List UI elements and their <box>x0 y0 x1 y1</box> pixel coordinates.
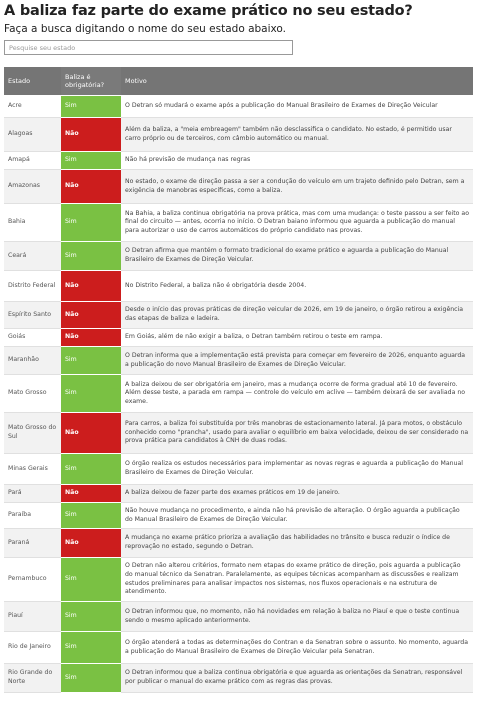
cell-baliza-status: Sim <box>61 242 121 271</box>
cell-estado: Pará <box>4 485 61 503</box>
cell-estado: Acre <box>4 96 61 118</box>
table-row <box>4 485 473 503</box>
cell-estado: Paraíba <box>4 503 61 529</box>
cell-estado: Maranhão <box>4 347 61 375</box>
column-header-estado[interactable]: Estado <box>4 67 61 96</box>
table-row <box>4 329 473 347</box>
cell-motivo: A baliza deixou de ser obrigatória em janeiro, mas a mudança ocorre de forma gradual até 10 de fevereiro. Além desse teste, a parada em rampa — controle do veículo em aclive — também deixará de ser avaliada no exame. <box>121 375 473 413</box>
table-row <box>4 347 473 375</box>
table-row <box>4 602 473 632</box>
cell-estado: Mato Grosso do Sul <box>4 413 61 454</box>
cell-motivo: Desde o início das provas práticas de direção veicular de 2026, em 19 de janeiro, o órgão retirou a exigência das etapas de baliza e ladeira. <box>121 302 473 329</box>
cell-motivo: No estado, o exame de direção passa a ser a condução do veículo em um trajeto definido pelo Detran, sem a exigência de manobras específicas, como a baliza. <box>121 170 473 204</box>
cell-estado: Alagoas <box>4 118 61 152</box>
cell-baliza-status: Não <box>61 485 121 503</box>
cell-baliza-status: Sim <box>61 602 121 632</box>
cell-motivo: O Detran não alterou critérios, formato nem etapas do exame prático de direção, pois aguarda a publicação do manual técnico da Senatran. Paralelamente, as equipes técnicas acompanham as discussões e realizam estudos preliminares para analisar impactos nos sistemas, nos fluxos operacionais e na estrutura de atendimento. <box>121 558 473 602</box>
cell-baliza-status: Sim <box>61 454 121 485</box>
states-table <box>4 67 473 693</box>
cell-estado: Ceará <box>4 242 61 271</box>
table-row <box>4 529 473 558</box>
cell-baliza-status: Não <box>61 271 121 302</box>
table-row <box>4 503 473 529</box>
table-body <box>4 96 473 693</box>
table-row <box>4 558 473 602</box>
cell-estado: Goiás <box>4 329 61 347</box>
cell-motivo: O órgão atenderá a todas as determinações do Contran e da Senatran sobre o assunto. No momento, aguarda a publicação do Manual Brasileiro de Exames de Direção Veicular pela Senatran. <box>121 632 473 664</box>
cell-baliza-status: Não <box>61 302 121 329</box>
cell-estado: Bahia <box>4 204 61 242</box>
cell-baliza-status: Não <box>61 413 121 454</box>
search-input[interactable] <box>4 40 293 55</box>
cell-baliza-status: Sim <box>61 632 121 664</box>
cell-baliza-status: Sim <box>61 347 121 375</box>
page-title: A baliza faz parte do exame prático no seu estado? <box>4 3 413 19</box>
table-row <box>4 271 473 302</box>
cell-estado: Pernambuco <box>4 558 61 602</box>
cell-motivo: Além da baliza, a "meia embreagem" também não desclassifica o candidato. No estado, é permitido usar carro próprio ou de terceiros, com câmbio automático ou manual. <box>121 118 473 152</box>
table-row <box>4 96 473 118</box>
cell-baliza-status: Sim <box>61 503 121 529</box>
cell-estado: Rio Grande do Norte <box>4 664 61 693</box>
cell-baliza-status: Sim <box>61 558 121 602</box>
cell-estado: Paraná <box>4 529 61 558</box>
cell-baliza-status: Não <box>61 329 121 347</box>
cell-baliza-status: Sim <box>61 204 121 242</box>
cell-baliza-status: Sim <box>61 375 121 413</box>
cell-estado: Piauí <box>4 602 61 632</box>
table-row <box>4 664 473 693</box>
cell-motivo: Para carros, a baliza foi substituída por três manobras de estacionamento lateral. Já para motos, o obstáculo conhecido como "prancha", usado para avaliar o equilíbrio em baixa velocidade, deixou de ser considerado na prova prática para candidatos à CNH de duas rodas. <box>121 413 473 454</box>
table-row <box>4 118 473 152</box>
table-row <box>4 454 473 485</box>
cell-estado: Distrito Federal <box>4 271 61 302</box>
cell-estado: Espírito Santo <box>4 302 61 329</box>
cell-motivo: Não houve mudança no procedimento, e ainda não há previsão de alteração. O órgão aguarda a publicação do Manual Brasileiro de Exames de Direção Veicular. <box>121 503 473 529</box>
table-row <box>4 152 473 170</box>
cell-estado: Amazonas <box>4 170 61 204</box>
cell-baliza-status: Não <box>61 170 121 204</box>
table-row <box>4 632 473 664</box>
table-row <box>4 204 473 242</box>
cell-motivo: O órgão realiza os estudos necessários para implementar as novas regras e aguarda a publicação do Manual Brasileiro de Exames de Direção Veicular. <box>121 454 473 485</box>
cell-motivo: Em Goiás, além de não exigir a baliza, o Detran também retirou o teste em rampa. <box>121 329 473 347</box>
cell-motivo: O Detran informou que, no momento, não há novidades em relação à baliza no Piauí e que o teste continua sendo o mesmo aplicado anteriormente. <box>121 602 473 632</box>
table-row <box>4 170 473 204</box>
cell-motivo: O Detran afirma que mantém o formato tradicional do exame prático e aguarda a publicação do Manual Brasileiro de Exames de Direção Veicular. <box>121 242 473 271</box>
cell-baliza-status: Não <box>61 529 121 558</box>
cell-estado: Rio de Janeiro <box>4 632 61 664</box>
column-header-baliza[interactable]: Baliza é obrigatória? <box>61 67 121 96</box>
cell-estado: Minas Gerais <box>4 454 61 485</box>
table-row <box>4 413 473 454</box>
cell-motivo: Na Bahia, a baliza continua obrigatória na prova prática, mas com uma mudança: o teste passou a ser feito ao final do circuito — antes, ocorria no início. O Detran baiano informou que aguarda a publicação do manual para autorizar o uso de carros automáticos do próprio candidato nas provas. <box>121 204 473 242</box>
cell-motivo: O Detran só mudará o exame após a publicação do Manual Brasileiro de Exames de Direção Veicular <box>121 96 473 118</box>
cell-motivo: No Distrito Federal, a baliza não é obrigatória desde 2004. <box>121 271 473 302</box>
cell-estado: Mato Grosso <box>4 375 61 413</box>
page-subtitle: Faça a busca digitando o nome do seu estado abaixo. <box>4 23 287 35</box>
cell-motivo: O Detran informa que a implementação está prevista para começar em fevereiro de 2026, enquanto aguarda a publicação do novo Manual Brasileiro de Exames de Direção Veicular. <box>121 347 473 375</box>
cell-motivo: Não há previsão de mudança nas regras <box>121 152 473 170</box>
column-header-motivo[interactable]: Motivo <box>121 67 473 96</box>
cell-baliza-status: Sim <box>61 152 121 170</box>
table-row <box>4 242 473 271</box>
table-header-row <box>4 67 473 96</box>
cell-motivo: A mudança no exame prático prioriza a avaliação das habilidades no trânsito e busca reduzir o índice de reprovação no estado, segundo o Detran. <box>121 529 473 558</box>
table-row <box>4 375 473 413</box>
cell-baliza-status: Sim <box>61 96 121 118</box>
cell-estado: Amapá <box>4 152 61 170</box>
cell-baliza-status: Sim <box>61 664 121 693</box>
cell-motivo: O Detran informou que a baliza continua obrigatória e que aguarda as orientações da Senatran, responsável por publicar o manual do exame prático com as regras das provas. <box>121 664 473 693</box>
cell-baliza-status: Não <box>61 118 121 152</box>
cell-motivo: A baliza deixou de fazer parte dos exames práticos em 19 de janeiro. <box>121 485 473 503</box>
table-row <box>4 302 473 329</box>
